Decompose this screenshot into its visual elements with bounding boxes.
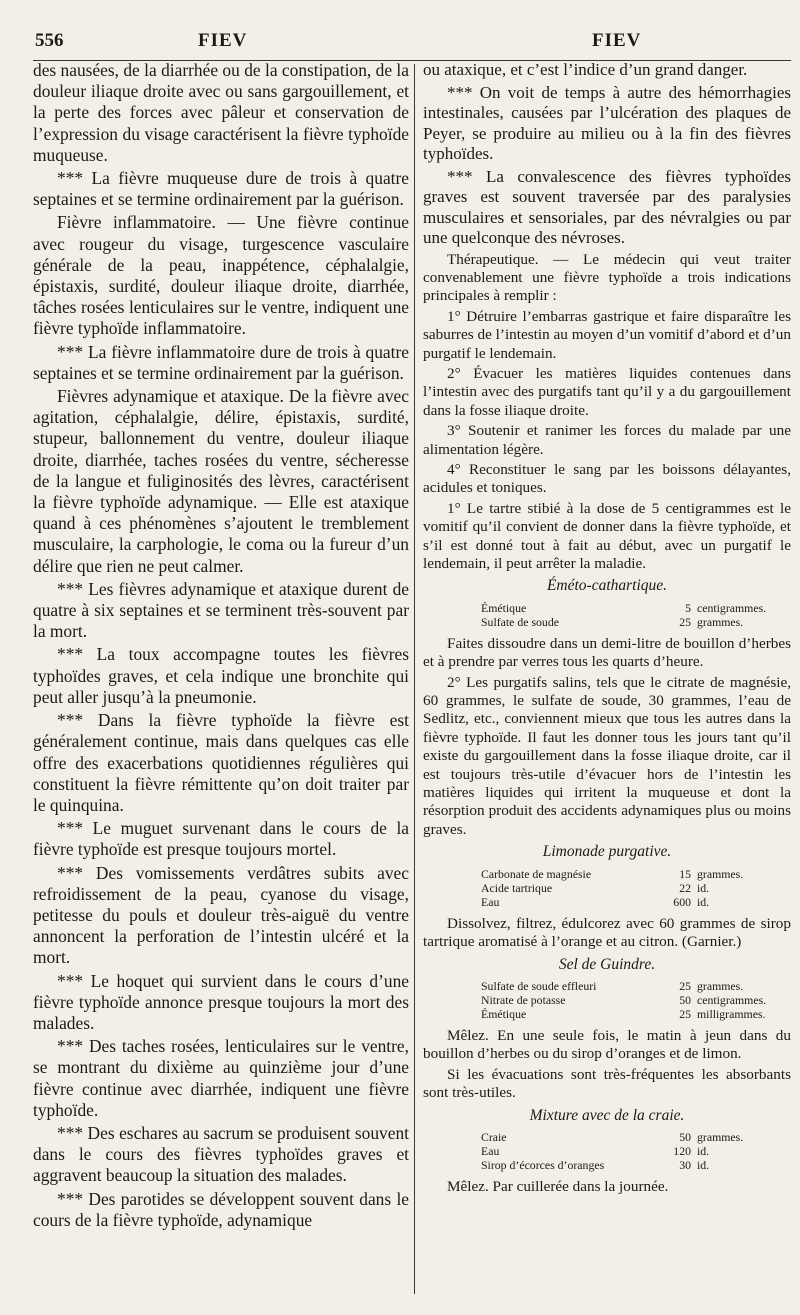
ingredient-name: Sirop d’écorces d’oranges [481,1157,605,1172]
recipe-row [481,615,781,629]
recipe-title: Éméto-cathartique. [546,577,668,595]
paragraph: *** Des parotides se développent souvent dans le cours de la fièvre typhoïde, adynamique [33,1188,409,1230]
ingredient-qty: 120 [673,1143,691,1158]
paragraph: Thérapeutique. — Le médecin qui veut traiter convenablement une fièvre typhoïde a trois indications principales à remplir : [423,250,791,305]
recipe-row [481,1130,781,1144]
ingredient-qty: 22 [679,880,691,895]
paragraph: Si les évacuations sont très-fréquentes les absorbants sont très-utiles. [423,1065,791,1102]
paragraph: *** Les fièvres adynamique et ataxique durent de quatre à six septaines et se terminent très-souvent par la mort. [33,578,409,642]
paragraph: *** La fièvre inflammatoire dure de trois à quatre septaines et se termine ordinairement par la guérison. [33,341,409,383]
ingredient-qty: 50 [679,1129,691,1144]
recipe-table [481,979,781,1021]
recipe-row [481,1158,781,1172]
ingredient-unit: centigrammes. [697,600,767,615]
recipe-table [481,1130,781,1172]
ingredient-unit: grammes. [697,866,744,881]
paragraph: 1° Le tartre stibié à la dose de 5 centigrammes est le vomitif qu’il convient de donner dans la fièvre typhoïde, et s’il est donné tout à fait au début, avec un purgatif le lendemain, il peut arrêter la maladie. [423,499,791,572]
ingredient-qty: 25 [679,1006,691,1021]
recipe-row [481,881,781,895]
ingredient-qty: 25 [679,614,691,629]
recipe-row [481,979,781,993]
paragraph: Fièvre inflammatoire. — Une fièvre continue avec rougeur du visage, turgescence vasculaire générale de la peau, inappétence, céphalalgie, épistaxis, surdité, douleur iliaque droite, diarrhée, tâches rosées lenticulaires sur le ventre, indiquent une fièvre typhoïde inflammatoire. [33,212,409,339]
ingredient-name: Émétique [481,600,527,615]
paragraph: 2° Évacuer les matières liquides contenues dans l’intestin avec des purgatifs tant qu’il y a du gargouillement dans la fosse iliaque droite. [423,364,791,419]
paragraph: *** La fièvre muqueuse dure de trois à quatre septaines et se termine ordinairement par la guérison. [33,168,409,210]
recipe-row [481,1007,781,1021]
ingredient-name: Acide tartrique [481,880,553,895]
right-column [423,60,791,1198]
ingredient-qty: 5 [685,600,691,615]
recipe-table [481,601,781,629]
recipe-row [481,867,781,881]
paragraph: des nausées, de la diarrhée ou de la constipation, de la douleur iliaque droite avec ou sans gargouillement, et la perte des forces avec pâleur et conservation de l’expression du visage caractérisent la fièvre typhoïde muqueuse. [33,60,409,165]
paragraph: Dissolvez, filtrez, édulcorez avec 60 grammes de sirop tartrique aromatisé à l’orange et au citron. (Garnier.) [423,914,791,951]
running-header [0,30,800,60]
paragraph: *** Des taches rosées, lenticulaires sur le ventre, se montrant du dixième au quinzième jour d’une fièvre continue avec diarrhée, indiquent une fièvre typhoïde. [33,1036,409,1120]
paragraph: Mêlez. Par cuillerée dans la journée. [447,1177,669,1195]
recipe-table [481,867,781,909]
ingredient-unit: centigrammes. [697,992,767,1007]
recipe-title: Limonade purgative. [542,843,672,861]
ingredient-name: Émétique [481,1006,527,1021]
ingredient-qty: 30 [679,1157,691,1172]
left-running-title: FIEV [198,30,248,51]
paragraph: 4° Reconstituer le sang par les boissons délayantes, acidules et toniques. [423,460,791,497]
recipe-row [481,601,781,615]
ingredient-qty: 25 [679,978,691,993]
right-running-title: FIEV [592,30,642,51]
ingredient-name: Eau [481,1143,500,1158]
ingredient-qty: 50 [679,992,691,1007]
paragraph: Fièvres adynamique et ataxique. De la fièvre avec agitation, céphalalgie, délire, épistaxis, surdité, stupeur, ballonnement du ventre, douleur iliaque droite, diarrhée, taches rosées du ventre, sécheresse de la langue et fuliginosités des lèvres, caractérisent la fièvre typhoïde adynamique. — Elle est ataxique quand à ces phénomènes s’ajoutent le tremblement musculaire, la carphologie, le coma ou la fureur d’un délire que rien ne peut calmer. [33,386,409,576]
recipe-row [481,895,781,909]
ingredient-name: Nitrate de potasse [481,992,566,1007]
recipe-row [481,1144,781,1158]
ingredient-qty: 600 [673,894,691,909]
paragraph: Mêlez. En une seule fois, le matin à jeun dans du bouillon d’herbes ou du sirop d’oranges et de limon. [423,1026,791,1063]
paragraph: *** Des eschares au sacrum se produisent souvent dans le cours des fièvres typhoïdes graves et aggravent beaucoup la situation des malades. [33,1122,409,1186]
ingredient-qty: 15 [679,866,691,881]
ingredient-unit: id. [697,1157,710,1172]
paragraph: *** La convalescence des fièvres typhoïdes graves est souvent traversée par des paralysies musculaires et sensoriales, par des névralgies ou par une quelconque des névroses. [423,166,791,247]
ingredient-name: Sulfate de soude effleuri [481,978,597,993]
ingredient-unit: id. [697,880,710,895]
ingredient-unit: milligrammes. [697,1006,766,1021]
recipe-title: Mixture avec de la craie. [529,1106,685,1124]
ingredient-name: Carbonate de magnésie [481,866,592,881]
column-divider [414,64,415,1294]
paragraph: *** La toux accompagne toutes les fièvres typhoïdes graves, et cela indique une bronchite qui peut aller jusqu’à la pneumonie. [33,644,409,707]
ingredient-unit: grammes. [697,614,744,629]
paragraph: *** Dans la fièvre typhoïde la fièvre est généralement continue, mais dans quelques cas elle offre des exacerbations quotidiennes régulières qui constituent la fièvre rémittente qu’on doit traiter par le quinquina. [33,710,409,815]
paragraph: 2° Les purgatifs salins, tels que le citrate de magnésie, 60 grammes, le sulfate de soude, 30 grammes, l’eau de Sedlitz, etc., conviennent mieux que tous les autres dans la fièvre typhoïde. Il faut les donner tous les jours tant qu’il existe du gargouillement dans la fosse iliaque droite, car il est toujours très-utile d’évacuer hors de l’intestin les matières liquides qui irritent la muqueuse et dont la résorption produit des accidents adynamiques plus ou moins graves. [423,673,791,838]
paragraph: 1° Détruire l’embarras gastrique et faire disparaître les saburres de l’intestin au moyen d’un vomitif d’abord et d’un purgatif le lendemain. [423,307,791,362]
paragraph: ou ataxique, et c’est l’indice d’un grand danger. [423,60,748,79]
recipe-title: Sel de Guindre. [558,955,656,973]
ingredient-unit: id. [697,1143,710,1158]
paragraph: *** Le muguet survenant dans le cours de la fièvre typhoïde est presque toujours mortel. [33,818,409,860]
paragraph: Faites dissoudre dans un demi-litre de bouillon d’herbes et à prendre par verres tous les quarts d’heure. [423,634,791,671]
paragraph: 3° Soutenir et ranimer les forces du malade par une alimentation légère. [423,422,791,458]
ingredient-name: Eau [481,894,500,909]
page-number: 556 [35,30,64,51]
paragraph: *** Des vomissements verdâtres subits avec refroidissement de la peau, cyanose du visage, petitesse du pouls et douleur très-aiguë du ventre annoncent la perforation de l’intestin ulcéré et la mort. [33,862,409,968]
ingredient-unit: id. [697,894,710,909]
ingredient-unit: grammes. [697,978,744,993]
recipe-row [481,993,781,1007]
ingredient-name: Sulfate de soude [481,614,559,629]
ingredient-unit: grammes. [697,1129,744,1144]
ingredient-name: Craie [481,1129,507,1144]
paragraph: *** Le hoquet qui survient dans le cours d’une fièvre typhoïde annonce presque toujours la mort des malades. [33,970,409,1033]
paragraph: *** On voit de temps à autre des hémorrhagies intestinales, causées par l’ulcération des plaques de Peyer, se produire au milieu ou à la fin des fièvres typhoïdes. [423,82,791,163]
left-column [33,60,409,1233]
